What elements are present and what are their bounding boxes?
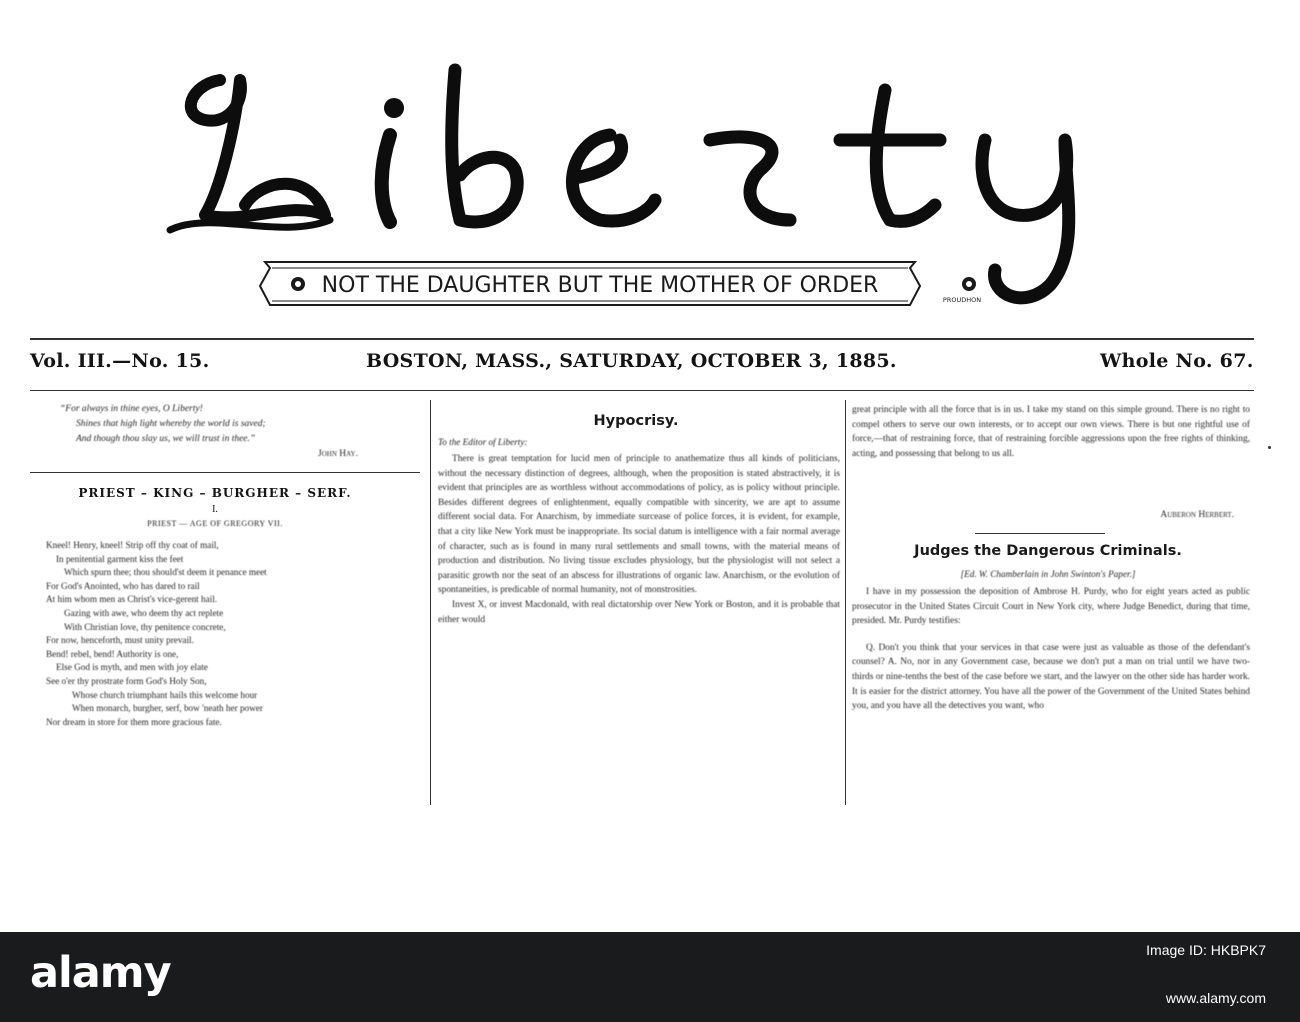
epigraph-line: “For always in thine eyes, O Liberty! [60, 404, 203, 414]
hypocrisy-paragraph: There is great temptation for lucid men of principle to anathematize thus all kinds of politicians, without the necessary distinction of degrees, although, when the proposition is stated abstractively, it is evident that principles are as worthless without accommodations of policy, as is policy without principle. Besides different degrees of enlightenment, equally compatible with sincerity, we are apt to assume different social data. For Anarchism, by immediate surcease of police forces, it is evident, for example, that a city like New York must be inappropriate. Its social datum is intelligence with a fair normal average of character, such as is found in many rural settlements and small towns, with the material means of production and distribution. No living tissue excludes physiology, but the physiologist will not select a parasitic growth nor the seat of an abscess for illustrations of organic law. Anarchism, or the evolution of spontaneities, is predicable of normal humanity, not of monstrosities. [438, 454, 840, 596]
poem-line: Which spurn thee; thou should'st deem it penance meet [64, 567, 267, 578]
poem-line: Whose church triumphant hails this welcome hour [72, 689, 258, 700]
whole-number: Whole No. 67. [1100, 350, 1254, 372]
poem-number: I. [212, 504, 218, 515]
poem-line: When monarch, burgher, serf, bow 'neath her power [72, 703, 263, 714]
judges-body [852, 585, 1250, 714]
judges-paragraph: Q. Don't you think that your services in that case were just as valuable as those of the defendant's counsel? A. No, nor in any Government case, because we don't put a man on trial until we have two-thirds or nine-tenths the best of the case before we start, and the lawyer on the other side has harder work. It is easier for the district attorney. You have all the power of the Government of the United States behind you, and you have all the detectives you want, who [852, 642, 1250, 712]
poem-line: For God's Anointed, who has dared to rail [46, 580, 200, 591]
volume-number: Vol. III.—No. 15. [30, 350, 210, 372]
watermark-footer [0, 932, 1300, 1022]
site-url: www.alamy.com [1165, 990, 1266, 1006]
dateline-rule [30, 390, 1254, 391]
alamy-logo: alamy [30, 948, 171, 998]
liberty-title-logo [150, 40, 1130, 310]
poem-line: Gazing with awe, who deem thy act replete [64, 607, 224, 618]
poem-line: Bend! rebel, bend! Authority is one, [46, 648, 179, 659]
poem-line: For now, henceforth, must unity prevail. [46, 635, 194, 646]
column3-continuation: great principle with all the force that is in us. I take my stand on this simple ground. There is no right to compel others to serve our own interests, or to accept our own views. There is but one rightful use of force,—that of restraining force, that of restraining forcible aggressions upon the free rights of thinking, acting, and possessing that belong to us all. [852, 405, 1250, 459]
poem-line: Nor dream in store for them more gracious fate. [46, 716, 222, 727]
hypocrisy-paragraph: Invest X, or invest Macdonald, with real dictatorship over New York or Boston, and it is probable that either would [438, 599, 840, 625]
masthead-rule [30, 338, 1254, 340]
poem-title: PRIEST – KING – BURGHER – SERF. [78, 486, 352, 500]
epigraph-line: Shines that high light whereby the world is saved; [76, 419, 266, 429]
image-id-label: Image ID: HKBPK7 [1146, 942, 1266, 958]
poem-body [46, 539, 396, 729]
epigraph [60, 402, 380, 462]
judges-source: [Ed. W. Chamberlain in John Swinton's Paper.] [960, 569, 1136, 579]
motto-banner [260, 262, 981, 305]
masthead [150, 40, 1130, 310]
column-divider-right [845, 400, 846, 805]
hypocrisy-heading: Hypocrisy. [593, 413, 679, 429]
epigraph-attribution: John Hay. [318, 449, 358, 459]
motto-credit: PROUDHON [942, 296, 982, 304]
poem-line: Kneel! Henry, kneel! Strip off thy coat of mail, [46, 540, 219, 550]
motto-text: NOT THE DAUGHTER BUT THE MOTHER OF ORDER [321, 273, 879, 298]
judges-heading: Judges the Dangerous Criminals. [914, 543, 1182, 559]
column1-rule [30, 472, 420, 473]
poem-line: In penitential garment kiss the feet [56, 553, 184, 564]
poem-line: Else God is myth, and men with joy elate [56, 662, 208, 673]
poem-line: See o'er thy prostrate form God's Holy Son, [46, 675, 207, 686]
epigraph-line: And though thou slay us, we will trust in thee.” [76, 434, 256, 444]
place-date: BOSTON, MASS., SATURDAY, OCTOBER 3, 1885. [366, 350, 897, 372]
print-speck [1268, 446, 1271, 449]
hypocrisy-salutation: To the Editor of Liberty: [438, 437, 528, 447]
column3-short-rule [975, 533, 1105, 534]
hypocrisy-body [438, 452, 840, 627]
poem-subtitle: PRIEST — AGE OF GREGORY VII. [147, 519, 283, 528]
column3-attribution: Auberon Herbert. [1160, 510, 1234, 520]
poem-line: With Christian love, thy penitence concrete, [64, 621, 226, 632]
poem-line: At him whom men as Christ's vice-gerent hail. [46, 594, 218, 605]
column-divider-left [430, 400, 431, 805]
judges-paragraph: I have in my possession the deposition of Ambrose H. Purdy, who for eight years acted as public prosecutor in the United States Circuit Court in New York city, where Judge Benedict, during that time, presided. Mr. Purdy testifies: [852, 587, 1250, 627]
